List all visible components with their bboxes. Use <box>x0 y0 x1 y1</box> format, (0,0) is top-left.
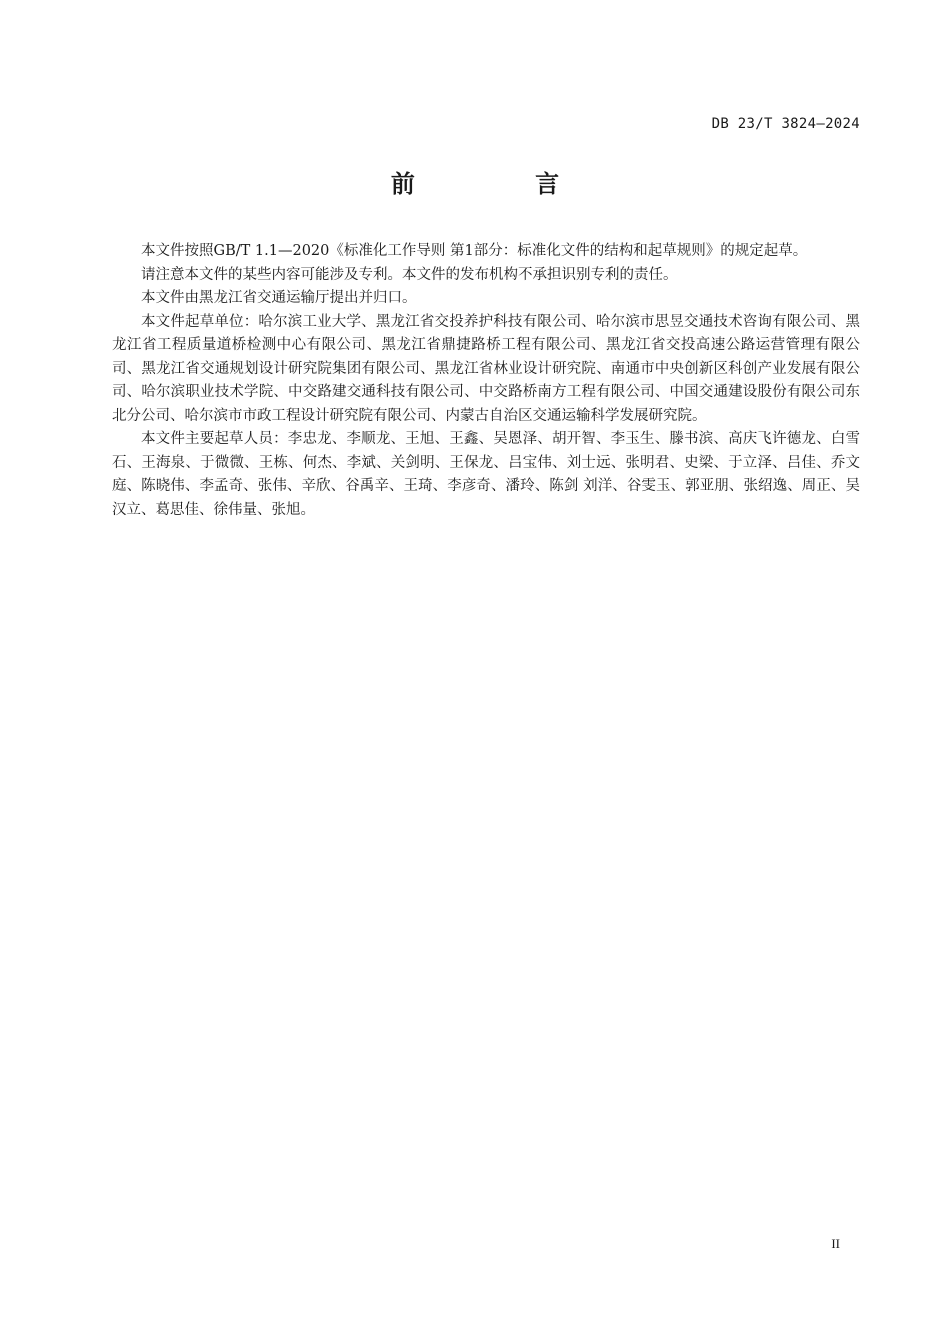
paragraph-drafting-units: 本文件起草单位：哈尔滨工业大学、黑龙江省交投养护科技有限公司、哈尔滨市思昱交通技术咨询有限公司、黑龙江省工程质量道桥检测中心有限公司、黑龙江省鼎捷路桥工程有限公司、黑龙江省交投高速公路运营管理有限公司、黑龙江省交通规划设计研究院集团有限公司、黑龙江省林业设计研究院、南通市中央创新区科创产业发展有限公司、哈尔滨职业技术学院、中交路建交通科技有限公司、中交路桥南方工程有限公司、中国交通建设股份有限公司东北分公司、哈尔滨市市政工程设计研究院有限公司、内蒙古自治区交通运输科学发展研究院。 <box>112 313 860 424</box>
page-title: 前 言 <box>390 170 616 198</box>
paragraph-drafters: 本文件主要起草人员：李忠龙、李顺龙、王旭、王鑫、吴恩泽、胡开智、李玉生、滕书滨、高庆飞许德龙、白雪石、王海泉、于微微、王栋、何杰、李斌、关剑明、王保龙、吕宝伟、刘士远、张明君、史梁、于立泽、吕佳、乔文庭、陈晓伟、李孟奇、张伟、辛欣、谷禹辛、王琦、李彦奇、潘玲、陈剑 刘洋、谷雯玉、郭亚朋、张绍逸、周正、吴汉立、葛思佳、徐伟量、张旭。 <box>112 431 860 518</box>
paragraph-patent-notice: 请注意本文件的某些内容可能涉及专利。本文件的发布机构不承担识别专利的责任。 <box>141 266 678 283</box>
document-body <box>112 240 860 522</box>
document-code: DB 23/T 3824—2024 <box>711 116 860 132</box>
page-number: II <box>831 1236 840 1251</box>
paragraph-drafting-rules: 本文件按照GB/T 1.1—2020《标准化工作导则 第1部分：标准化文件的结构和起草规则》的规定起草。 <box>141 243 808 259</box>
paragraph-proposer: 本文件由黑龙江省交通运输厅提出并归口。 <box>141 290 417 306</box>
